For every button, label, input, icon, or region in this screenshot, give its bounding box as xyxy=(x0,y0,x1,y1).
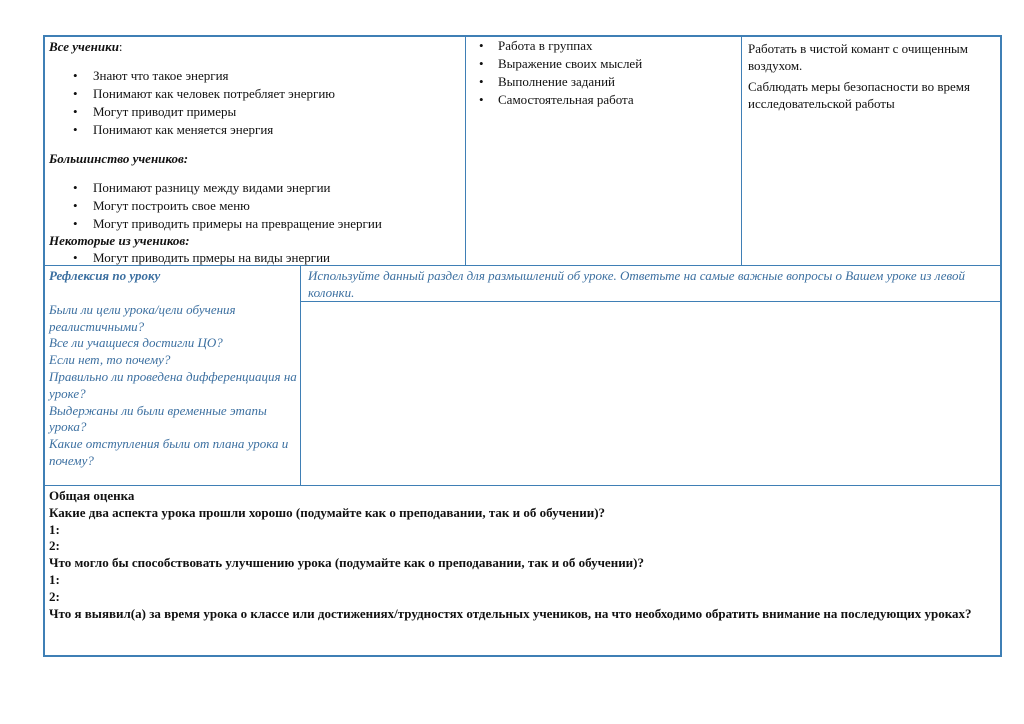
list-item: • Понимают как человек потребляет энергию xyxy=(49,85,461,103)
general-answer-line: 2: xyxy=(49,538,60,554)
col-divider-1 xyxy=(465,36,466,265)
reflection-cell xyxy=(49,268,297,470)
list-item: • Понимают как меняется энергия xyxy=(49,121,461,139)
list-item: • Могут приводить примеры на превращение энергии xyxy=(49,215,461,233)
list-item: • Выполнение заданий xyxy=(467,73,737,91)
most-students-list xyxy=(49,179,461,233)
reflection-instruction: Используйте данный раздел для размышлений об уроке. Ответьте на самые важные вопросы о Вашем уроке из левой колонки. xyxy=(308,268,965,300)
reflection-answer-area[interactable] xyxy=(302,303,1000,484)
list-item: • Могут приводить прмеры на виды энергии xyxy=(49,249,461,267)
safety-cell xyxy=(748,40,996,112)
list-item: • Могут построить свое меню xyxy=(49,197,461,215)
reflection-question: Были ли цели урока/цели обучения реалистичными? xyxy=(49,301,236,334)
reflection-question: Все ли учащиеся достигли ЦО? xyxy=(49,335,223,351)
row-divider-reflection-instruction xyxy=(301,301,1001,302)
reflection-question: Правильно ли проведена дифференциация на уроке? xyxy=(49,368,297,401)
row-divider-general xyxy=(44,485,1001,486)
most-students-heading: Большинство учеников: xyxy=(49,151,189,166)
col-divider-2 xyxy=(741,36,742,265)
list-item: • Самостоятельная работа xyxy=(467,91,737,109)
some-students-list xyxy=(49,249,461,267)
list-item: • Работа в группах xyxy=(467,37,737,55)
all-students-heading: Все ученики: xyxy=(49,39,123,54)
some-students-heading: Некоторые из учеников: xyxy=(49,233,190,248)
reflection-question: Выдержаны ли были временные этапы урока? xyxy=(49,402,267,435)
reflection-question: Какие отступления были от плана урока и почему? xyxy=(49,436,289,468)
col-divider-reflection xyxy=(300,266,301,485)
safety-paragraph-2: Саблюдать меры безопасности во время исследовательской работы xyxy=(748,79,970,111)
reflection-title: Рефлексия по уроку xyxy=(49,268,161,283)
general-answer-line: 2: xyxy=(49,588,60,604)
outcomes-cell xyxy=(49,38,461,267)
reflection-questions xyxy=(49,302,297,470)
general-title: Общая оценка xyxy=(49,488,135,503)
general-answer-line: 1: xyxy=(49,521,60,537)
general-question-1: Какие два аспекта урока прошли хорошо (подумайте как о преподавании, так и об обучении)? xyxy=(49,504,606,520)
safety-paragraph-1: Работать в чистой комант с очищенным воздухом. xyxy=(748,41,968,73)
list-item: • Выражение своих мыслей xyxy=(467,55,737,73)
list-item: • Могут приводит примеры xyxy=(49,103,461,121)
all-students-list xyxy=(49,67,461,139)
general-assessment-cell xyxy=(49,488,994,622)
list-item: • Понимают разницу между видами энергии xyxy=(49,179,461,197)
reflection-question: Если нет, то почему? xyxy=(49,352,171,368)
general-question-3: Что я выявил(а) за время урока о классе или достижениях/трудностях отдельных учеников, на что необходимо обратить внимание на последующих уроках? xyxy=(49,605,972,621)
activities-list xyxy=(467,37,737,109)
general-question-2: Что могло бы способствовать улучшению урока (подумайте как о преподавании, так и об обучении)? xyxy=(49,555,644,571)
activities-cell xyxy=(467,37,737,109)
general-answer-line: 1: xyxy=(49,571,60,587)
list-item: • Знают что такое энергия xyxy=(49,67,461,85)
